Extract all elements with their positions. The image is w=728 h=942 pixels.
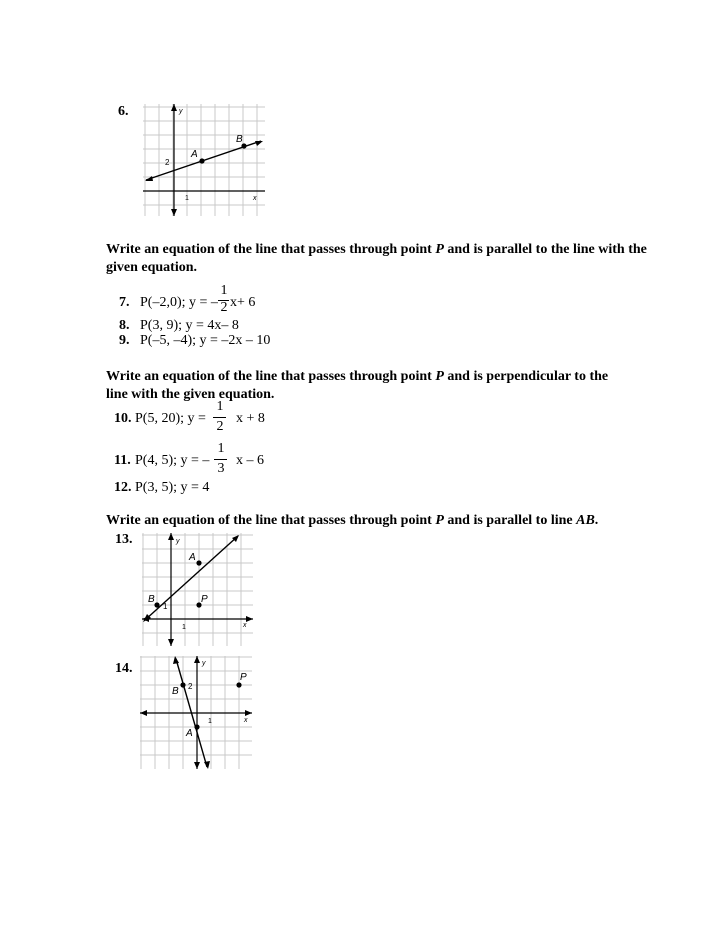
tick-1: 1 (208, 718, 212, 725)
tick-1-y: 1 (163, 602, 168, 611)
problem-11-text-before: P(4, 5); y = – (135, 453, 210, 468)
problem-8-text: P(3, 9); y = 4x– 8 (140, 318, 239, 333)
problem-7-text-after: x+ 6 (230, 295, 256, 310)
y-arrow-bottom (171, 209, 177, 216)
instruction-text-end: and is parallel to the line with the given equation. (106, 242, 647, 275)
point-p (236, 682, 241, 687)
problem-7-text-before: P(–2,0); y = – (140, 295, 218, 310)
problem-11-text-after: x – 6 (236, 453, 264, 468)
instruction-text-end: . (594, 513, 599, 528)
y-arrow-top (168, 533, 174, 540)
point-b (180, 682, 185, 687)
line-arrow-bottom (204, 761, 210, 769)
problem-9-number: 9. (119, 333, 130, 348)
line-arrow-right (255, 141, 263, 146)
point-b (154, 602, 159, 607)
problem-10-frac-bar (213, 417, 226, 418)
label-p: P (240, 672, 247, 683)
problem-6-number: 6. (118, 104, 129, 119)
point-p-label: P (435, 242, 444, 257)
problem-8-number: 8. (119, 318, 130, 333)
problem-14-graph (140, 656, 253, 770)
y-axis-label: y (179, 108, 183, 115)
label-a: A (186, 728, 193, 739)
tick-2: 2 (165, 158, 170, 167)
y-arrow-bottom (168, 639, 174, 646)
instruction-parallel-ab (106, 512, 646, 530)
instruction-parallel (106, 241, 666, 277)
label-a: A (191, 149, 198, 160)
problem-7-frac-den: 2 (220, 300, 228, 315)
instruction-text: Write an equation of the line that passes through point (106, 242, 436, 257)
problem-11-frac-num: 1 (217, 441, 225, 456)
label-a: A (189, 552, 196, 563)
x-axis-label: x (244, 717, 248, 724)
grid (142, 533, 253, 646)
x-axis-label: x (243, 622, 247, 629)
point-p-label: P (435, 369, 444, 384)
problem-10-frac-den: 2 (216, 419, 224, 434)
instruction-text: Write an equation of the line that passes through point (106, 513, 436, 528)
problem-7-frac-num: 1 (220, 283, 228, 298)
problem-11-number: 11. (114, 453, 131, 468)
x-arrow-right (245, 710, 252, 716)
label-p: P (201, 594, 208, 605)
problem-11-frac-bar (214, 459, 227, 460)
instruction-text: Write an equation of the line that passes through point (106, 369, 436, 384)
problem-11-frac-den: 3 (217, 461, 225, 476)
problem-12-text: P(3, 5); y = 4 (135, 480, 210, 495)
y-axis-label: y (202, 660, 206, 667)
problem-7-number: 7. (119, 295, 130, 310)
problem-9-text: P(–5, –4); y = –2x – 10 (140, 333, 271, 348)
tick-2: 2 (188, 682, 193, 691)
x-arrow-right (246, 616, 253, 622)
problem-13-graph (142, 533, 254, 647)
problem-10-text-after: x + 8 (236, 411, 265, 426)
problem-10-frac-num: 1 (216, 399, 224, 414)
problem-10-text-before: P(5, 20); y = (135, 411, 206, 426)
problem-6-graph (143, 104, 267, 217)
instruction-text-mid: and is parallel to line (443, 513, 577, 528)
problem-10-number: 10. (114, 411, 132, 426)
x-axis-label: x (253, 195, 257, 202)
point-a (194, 724, 199, 729)
y-axis-label: y (176, 538, 180, 545)
label-b: B (236, 134, 243, 145)
label-b: B (172, 686, 179, 697)
tick-1: 1 (185, 195, 189, 202)
point-p-label: P (435, 513, 444, 528)
y-arrow-bottom (194, 762, 200, 769)
point-a (199, 158, 204, 163)
problem-13-number: 13. (115, 532, 133, 547)
instruction-text-end: and is perpendicular to the line with the given equation. (106, 369, 609, 402)
label-b: B (148, 594, 155, 605)
problem-14-number: 14. (115, 661, 133, 676)
line-ab-label: AB (576, 513, 595, 528)
instruction-perpendicular (106, 368, 631, 404)
problem-12-number: 12. (114, 480, 132, 495)
tick-1-x: 1 (182, 624, 186, 631)
point-a (196, 560, 201, 565)
